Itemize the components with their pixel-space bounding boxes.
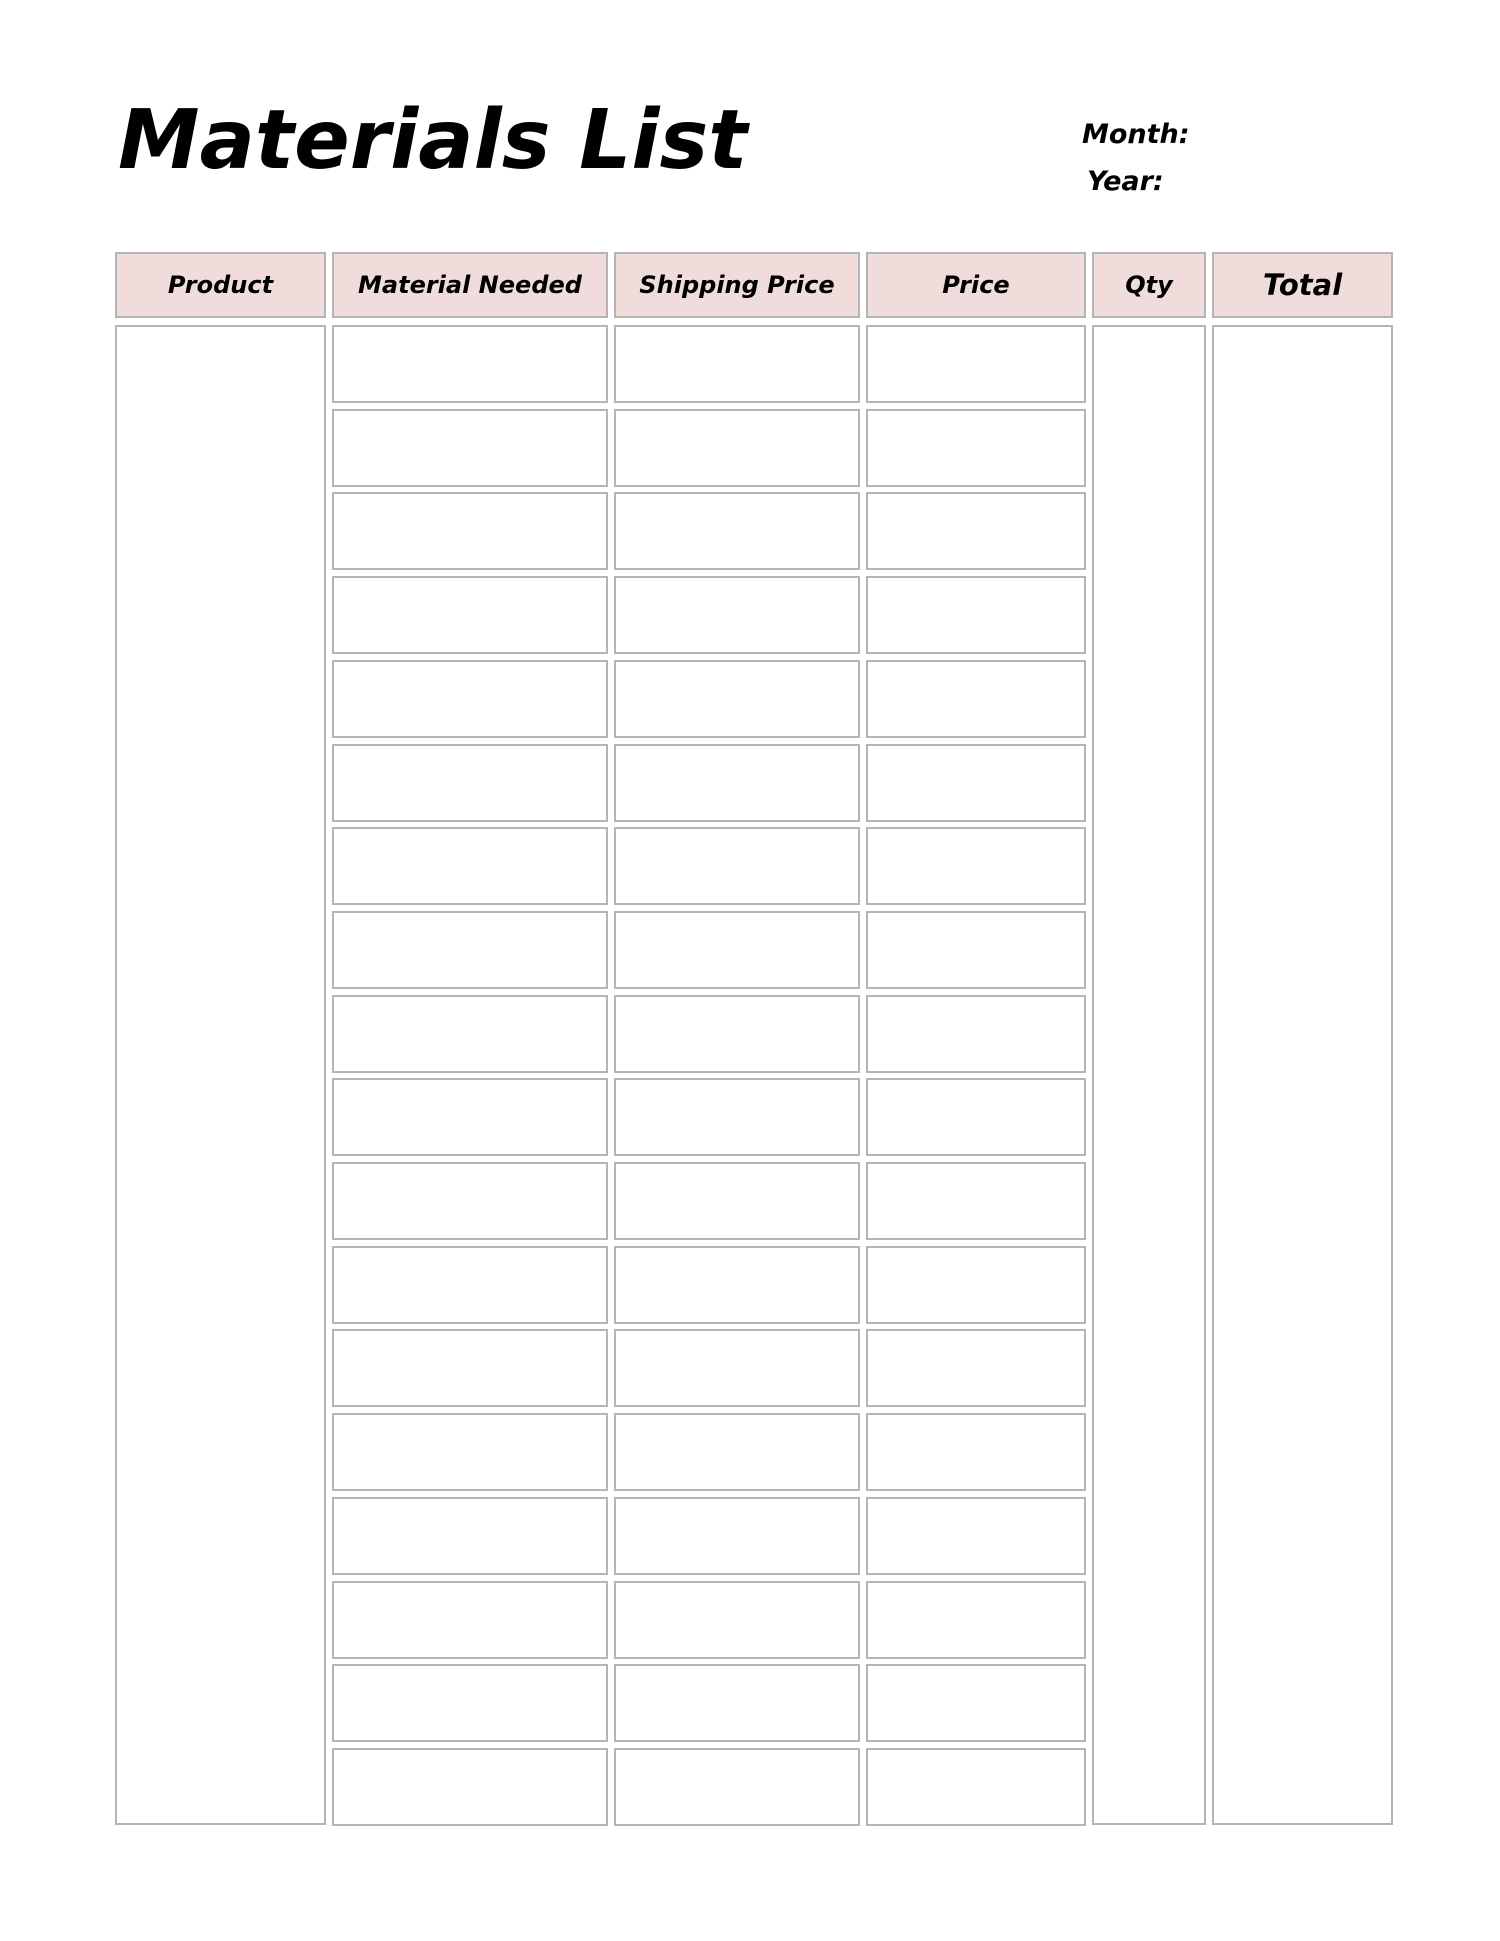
price-cell[interactable]	[866, 1497, 1086, 1575]
shipping-cell[interactable]	[614, 660, 860, 738]
material-cell[interactable]	[332, 576, 608, 654]
material-cell[interactable]	[332, 1329, 608, 1407]
material-cell[interactable]	[332, 1497, 608, 1575]
shipping-cell[interactable]	[614, 1664, 860, 1742]
shipping-cell[interactable]	[614, 576, 860, 654]
year-label: Year:	[1087, 166, 1164, 197]
shipping-cell[interactable]	[614, 911, 860, 989]
month-label: Month:	[1082, 119, 1190, 150]
material-cell[interactable]	[332, 827, 608, 905]
material-cell[interactable]	[332, 660, 608, 738]
column-header-price: Price	[866, 252, 1086, 318]
price-cell[interactable]	[866, 1581, 1086, 1659]
column-header-qty: Qty	[1092, 252, 1206, 318]
total-column-box[interactable]	[1212, 325, 1393, 1825]
shipping-cell[interactable]	[614, 1329, 860, 1407]
price-cell[interactable]	[866, 1664, 1086, 1742]
column-header-total: Total	[1212, 252, 1393, 318]
material-cell[interactable]	[332, 325, 608, 403]
shipping-cell[interactable]	[614, 995, 860, 1073]
page-title: Materials List	[118, 93, 748, 188]
material-cell[interactable]	[332, 1581, 608, 1659]
price-cell[interactable]	[866, 492, 1086, 570]
price-cell[interactable]	[866, 660, 1086, 738]
material-cell[interactable]	[332, 911, 608, 989]
shipping-cell[interactable]	[614, 325, 860, 403]
shipping-cell[interactable]	[614, 492, 860, 570]
material-cell[interactable]	[332, 1078, 608, 1156]
shipping-cell[interactable]	[614, 1246, 860, 1324]
material-cell[interactable]	[332, 995, 608, 1073]
material-cell[interactable]	[332, 1413, 608, 1491]
column-header-material: Material Needed	[332, 252, 608, 318]
price-cell[interactable]	[866, 1246, 1086, 1324]
price-cell[interactable]	[866, 1078, 1086, 1156]
shipping-cell[interactable]	[614, 1497, 860, 1575]
material-cell[interactable]	[332, 1162, 608, 1240]
price-cell[interactable]	[866, 1748, 1086, 1826]
material-cell[interactable]	[332, 409, 608, 487]
shipping-cell[interactable]	[614, 1162, 860, 1240]
qty-column-box[interactable]	[1092, 325, 1206, 1825]
price-cell[interactable]	[866, 911, 1086, 989]
material-cell[interactable]	[332, 492, 608, 570]
material-cell[interactable]	[332, 1748, 608, 1826]
price-cell[interactable]	[866, 576, 1086, 654]
price-cell[interactable]	[866, 1162, 1086, 1240]
shipping-cell[interactable]	[614, 1581, 860, 1659]
shipping-cell[interactable]	[614, 1413, 860, 1491]
shipping-cell[interactable]	[614, 744, 860, 822]
shipping-cell[interactable]	[614, 827, 860, 905]
product-column-box[interactable]	[115, 325, 326, 1825]
column-header-product: Product	[115, 252, 326, 318]
price-cell[interactable]	[866, 744, 1086, 822]
price-cell[interactable]	[866, 1413, 1086, 1491]
price-cell[interactable]	[866, 995, 1086, 1073]
price-cell[interactable]	[866, 325, 1086, 403]
shipping-cell[interactable]	[614, 409, 860, 487]
material-cell[interactable]	[332, 744, 608, 822]
shipping-cell[interactable]	[614, 1748, 860, 1826]
material-cell[interactable]	[332, 1246, 608, 1324]
shipping-cell[interactable]	[614, 1078, 860, 1156]
column-header-shipping: Shipping Price	[614, 252, 860, 318]
material-cell[interactable]	[332, 1664, 608, 1742]
price-cell[interactable]	[866, 1329, 1086, 1407]
price-cell[interactable]	[866, 409, 1086, 487]
price-cell[interactable]	[866, 827, 1086, 905]
